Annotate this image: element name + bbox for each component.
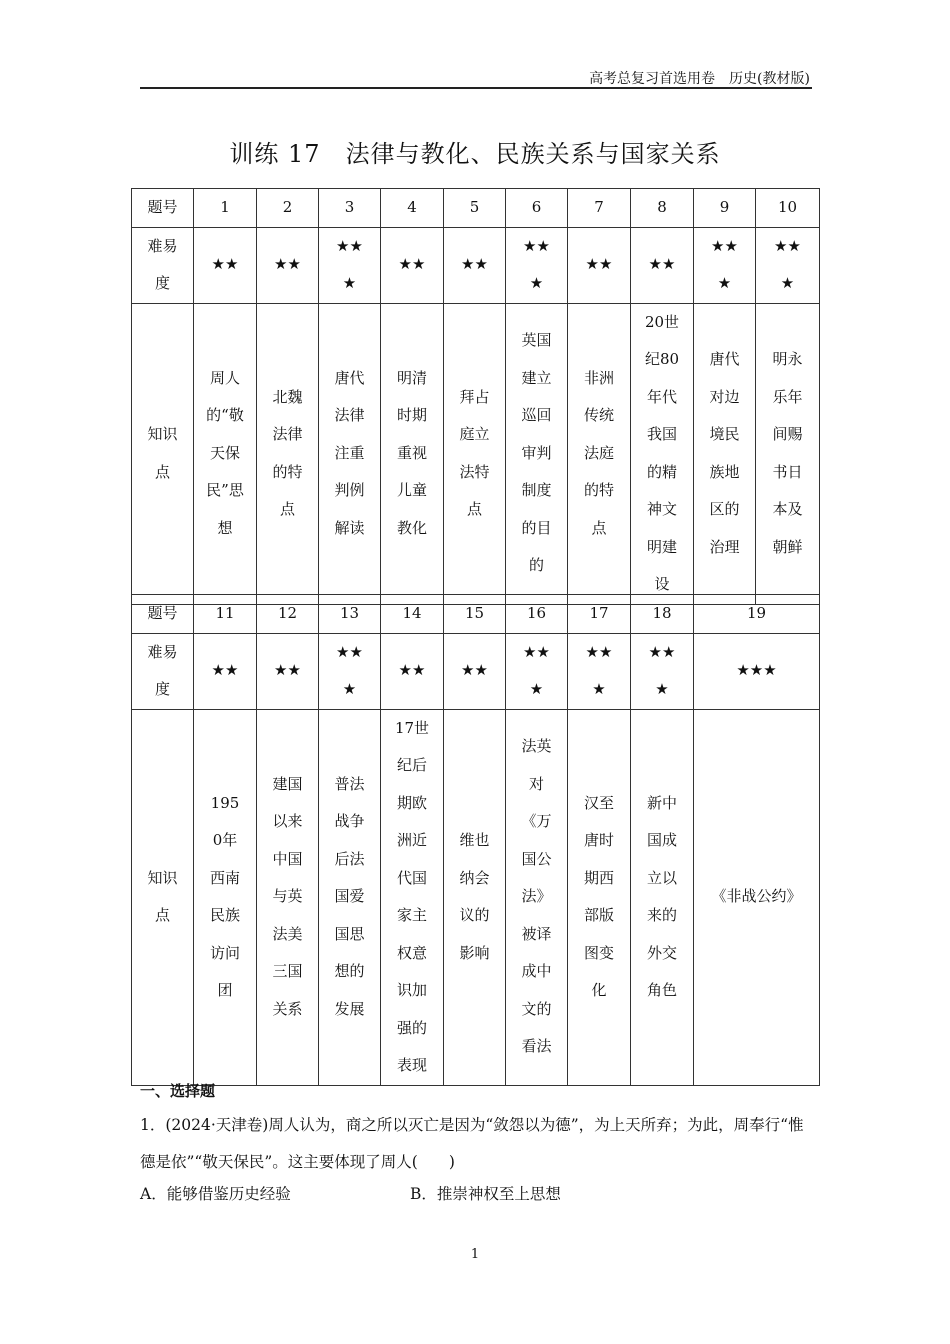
table-row-knowledge — [132, 303, 820, 604]
knowledge-cell: 明清时期重视儿童教化 — [396, 368, 427, 537]
difficulty-stars: ★★★ — [523, 642, 550, 698]
knowledge-cell: 《非战公约》 — [694, 709, 820, 1085]
number-cell: 8 — [631, 189, 694, 228]
overview-table-2 — [131, 594, 820, 1086]
knowledge-cell: 拜占庭立法特点 — [459, 387, 490, 518]
row-label-knowledge: 知识点 — [147, 425, 178, 481]
knowledge-cell: 维也纳会议的影响 — [459, 831, 490, 962]
question-1-text: 1．(2024·天津卷)周人认为，商之所以灭亡是因为“敛怨以为德”，为上天所弃；为此，周奉行“惟德是依”“敬天保民”。这主要体现了周人( ) — [140, 1116, 804, 1171]
difficulty-stars: ★★ — [461, 255, 488, 274]
knowledge-cell: 唐代对边境民族地区的治理 — [709, 350, 740, 556]
knowledge-cell: 建国以来中国与英法美三国关系 — [272, 774, 303, 1018]
number-cell: 10 — [756, 189, 820, 228]
knowledge-cell: 新中国成立以来的外交角色 — [646, 793, 677, 999]
table-row-number — [132, 595, 820, 634]
number-cell: 7 — [568, 189, 631, 228]
knowledge-cell: 明永乐年间赐书日本及朝鲜 — [772, 350, 803, 556]
page-title: 训练 17 法律与教化、民族关系与国家关系 — [229, 140, 721, 168]
option-a: A．能够借鉴历史经验 — [140, 1185, 291, 1203]
difficulty-stars: ★★ — [398, 661, 426, 680]
knowledge-cell: 法英对《万国公法》被译成中文的看法 — [521, 737, 552, 1056]
difficulty-stars: ★★★ — [336, 642, 363, 698]
header-divider — [140, 87, 812, 89]
difficulty-stars: ★★★ — [711, 236, 738, 292]
number-cell: 11 — [194, 595, 257, 634]
difficulty-stars: ★★ — [211, 661, 239, 680]
option-b: B．推崇神权至上思想 — [410, 1185, 561, 1203]
difficulty-stars: ★★ — [274, 255, 301, 274]
knowledge-cell: 北魏法律的特点 — [272, 387, 303, 518]
number-cell: 6 — [506, 189, 568, 228]
overview-table-1 — [131, 188, 820, 605]
row-label-number: 题号 — [132, 595, 194, 634]
difficulty-stars: ★★ — [211, 255, 239, 274]
number-cell: 9 — [694, 189, 756, 228]
page-number: 1 — [470, 1247, 480, 1262]
knowledge-cell: 普法战争后法国爱国思想的发展 — [334, 774, 365, 1018]
number-cell: 1 — [194, 189, 257, 228]
number-cell: 2 — [257, 189, 319, 228]
number-cell: 5 — [444, 189, 506, 228]
difficulty-stars: ★★★ — [336, 236, 363, 292]
knowledge-cell: 1950年西南民族访问团 — [209, 793, 240, 999]
number-cell: 13 — [319, 595, 381, 634]
number-cell: 19 — [694, 595, 820, 634]
number-cell: 16 — [506, 595, 568, 634]
row-label-difficulty: 难易度 — [147, 642, 178, 698]
number-cell: 12 — [257, 595, 319, 634]
number-cell: 17 — [568, 595, 631, 634]
knowledge-cell: 周人的“敬天保民”思想 — [206, 368, 244, 537]
table-row-difficulty — [132, 227, 820, 303]
difficulty-stars: ★★ — [648, 255, 676, 274]
knowledge-cell: 汉至唐时期西部版图变化 — [583, 793, 614, 999]
number-cell: 3 — [319, 189, 381, 228]
row-label-difficulty: 难易度 — [147, 236, 178, 292]
section-title: 一、选择题 — [140, 1082, 216, 1100]
row-label-number: 题号 — [132, 189, 194, 228]
knowledge-cell: 英国建立巡回审判制度的目的 — [521, 331, 552, 575]
number-cell: 18 — [631, 595, 694, 634]
number-cell: 15 — [444, 595, 506, 634]
header-text: 高考总复习首选用卷 历史(教材版) — [589, 71, 810, 87]
difficulty-stars: ★★ — [461, 661, 488, 680]
number-cell: 4 — [381, 189, 444, 228]
difficulty-stars: ★★★ — [774, 236, 801, 292]
difficulty-stars: ★★ — [398, 255, 426, 274]
table-row-number — [132, 189, 820, 228]
knowledge-cell: 非洲传统法庭的特点 — [583, 368, 614, 537]
table-row-knowledge — [132, 709, 820, 1085]
difficulty-stars: ★★ — [274, 661, 301, 680]
number-cell: 14 — [381, 595, 444, 634]
knowledge-cell: 20世纪80年代我国的精神文明建设 — [644, 312, 680, 593]
difficulty-stars: ★★ — [585, 255, 613, 274]
knowledge-cell: 17世纪后期欧洲近代国家主权意识加强的表现 — [394, 718, 430, 1074]
row-label-knowledge: 知识点 — [147, 868, 178, 924]
difficulty-stars: ★★★ — [585, 642, 613, 698]
difficulty-stars: ★★★ — [523, 236, 550, 292]
difficulty-stars: ★★★ — [648, 642, 676, 698]
knowledge-cell: 唐代法律注重判例解读 — [334, 368, 365, 537]
table-row-difficulty — [132, 633, 820, 709]
difficulty-stars: ★★★ — [694, 633, 820, 709]
